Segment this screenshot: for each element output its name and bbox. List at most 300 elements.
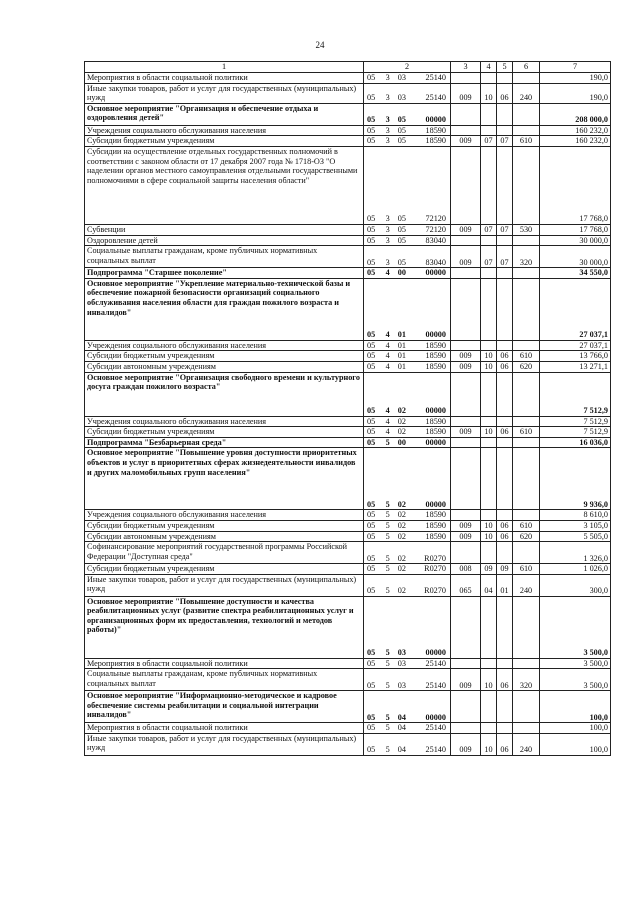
subsection-code: 06: [497, 733, 513, 755]
event-code: 05: [397, 235, 406, 245]
subprogram-code: 3: [385, 125, 390, 135]
program-code: 05: [367, 531, 376, 541]
item-name: Субвенции: [85, 224, 364, 235]
classification-code: [364, 416, 451, 427]
program-code: 05: [367, 745, 376, 755]
program-code: 05: [367, 125, 376, 135]
department-code: 065: [451, 574, 481, 596]
expense-type-code: [513, 416, 540, 427]
event-code: 02: [397, 564, 406, 574]
amount: 30 000,0: [540, 246, 611, 268]
event-code: 02: [397, 416, 406, 426]
department-code: [451, 340, 481, 351]
program-code: 05: [367, 520, 376, 530]
section-code: 07: [481, 224, 497, 235]
amount: 3 500,0: [540, 658, 611, 669]
expense-type-code: [513, 235, 540, 246]
expense-type-code: [513, 691, 540, 723]
table-row: [85, 340, 611, 351]
classification-code: [364, 235, 451, 246]
item-name: Субсидии бюджетным учреждениям: [85, 520, 364, 531]
event-code: 01: [397, 330, 406, 340]
amount: 27 037,1: [540, 278, 611, 340]
item-name: Субсидии бюджетным учреждениям: [85, 351, 364, 362]
section-code: 10: [481, 361, 497, 372]
expense-type-code: [513, 448, 540, 510]
expense-type-code: 610: [513, 520, 540, 531]
department-code: [451, 510, 481, 521]
amount: 190,0: [540, 73, 611, 84]
header-cell: 7: [540, 62, 611, 73]
subprogram-code: 5: [385, 564, 390, 574]
program-code: 05: [367, 224, 376, 234]
expense-type-code: [513, 658, 540, 669]
department-code: 009: [451, 246, 481, 268]
subsection-code: [497, 235, 513, 246]
table-row: [85, 224, 611, 235]
expense-type-code: 620: [513, 531, 540, 542]
subsection-code: 01: [497, 574, 513, 596]
subprogram-code: 5: [385, 658, 390, 668]
subsection-code: [497, 103, 513, 125]
table-row: [85, 448, 611, 510]
subprogram-code: 4: [385, 427, 390, 437]
program-code: 05: [367, 73, 376, 82]
amount: 3 105,0: [540, 520, 611, 531]
department-code: [451, 448, 481, 510]
subprogram-code: 5: [385, 510, 390, 520]
subsection-code: 06: [497, 351, 513, 362]
table-row: [85, 596, 611, 658]
subprogram-code: 3: [385, 214, 390, 224]
classification-code: [364, 125, 451, 136]
expense-type-code: 610: [513, 564, 540, 575]
item-name: Мероприятия в области социальной политики: [85, 658, 364, 669]
event-code: 04: [397, 723, 406, 733]
header-cell: 5: [497, 62, 513, 73]
subprogram-code: 5: [385, 648, 390, 658]
item-name: Иные закупки товаров, работ и услуг для государственных (муниципальных) нужд: [85, 574, 364, 596]
program-code: 05: [367, 586, 376, 596]
department-code: [451, 437, 481, 448]
table-row: [85, 574, 611, 596]
table-row: [85, 83, 611, 103]
section-code: 10: [481, 83, 497, 103]
item-name: Субсидии бюджетным учреждениям: [85, 136, 364, 147]
subsection-code: 07: [497, 246, 513, 268]
amount: 1 326,0: [540, 542, 611, 564]
amount: 30 000,0: [540, 235, 611, 246]
classification-code: [364, 83, 451, 103]
section-code: [481, 658, 497, 669]
program-code: 05: [367, 499, 376, 509]
classification-code: [364, 278, 451, 340]
subsection-code: 06: [497, 669, 513, 691]
subsection-code: 06: [497, 361, 513, 372]
department-code: [451, 235, 481, 246]
event-code: 03: [397, 648, 406, 658]
department-code: 009: [451, 136, 481, 147]
expense-type-code: 320: [513, 246, 540, 268]
table-row: [85, 416, 611, 427]
direction-code: 00000: [425, 330, 446, 340]
direction-code: 18590: [425, 361, 446, 371]
classification-code: [364, 427, 451, 438]
section-code: [481, 542, 497, 564]
subsection-code: [497, 73, 513, 84]
subprogram-code: 5: [385, 723, 390, 733]
department-code: [451, 658, 481, 669]
program-code: 05: [367, 235, 376, 245]
direction-code: 18590: [425, 136, 446, 146]
expense-type-code: [513, 103, 540, 125]
program-code: 05: [367, 214, 376, 224]
direction-code: 00000: [425, 115, 446, 125]
item-name: Иные закупки товаров, работ и услуг для государственных (муниципальных) нужд: [85, 733, 364, 755]
subprogram-code: 3: [385, 136, 390, 146]
subsection-code: 06: [497, 427, 513, 438]
event-code: 02: [397, 499, 406, 509]
table-row: [85, 268, 611, 279]
direction-code: 25140: [425, 745, 446, 755]
event-code: 03: [397, 73, 406, 82]
amount: 3 500,0: [540, 596, 611, 658]
event-code: 05: [397, 224, 406, 234]
item-name: Подпрограмма "Старшее поколение": [85, 268, 364, 279]
amount: 34 550,0: [540, 268, 611, 279]
subsection-code: [497, 691, 513, 723]
amount: 13 271,1: [540, 361, 611, 372]
amount: 7 512,9: [540, 416, 611, 427]
event-code: 00: [397, 437, 406, 447]
department-code: 009: [451, 669, 481, 691]
subprogram-code: 4: [385, 416, 390, 426]
direction-code: 83040: [425, 257, 446, 267]
classification-code: [364, 224, 451, 235]
subsection-code: [497, 125, 513, 136]
classification-code: [364, 372, 451, 416]
budget-table: [84, 61, 611, 756]
table-row: [85, 669, 611, 691]
department-code: [451, 416, 481, 427]
header-cell: 6: [513, 62, 540, 73]
table-row: [85, 437, 611, 448]
program-code: 05: [367, 361, 376, 371]
section-code: [481, 235, 497, 246]
program-code: 05: [367, 115, 376, 125]
item-name: Мероприятия в области социальной политики: [85, 723, 364, 734]
direction-code: 00000: [425, 648, 446, 658]
item-name: Основное мероприятие "Повышение доступности и качества реабилитационных услуг (развитие спектра реабилитационных услуг и организационных форм их предоставления, технологий и методов работы)": [85, 596, 364, 658]
direction-code: 72120: [425, 214, 446, 224]
department-code: [451, 372, 481, 416]
event-code: 01: [397, 340, 406, 350]
event-code: 01: [397, 351, 406, 361]
section-code: [481, 125, 497, 136]
amount: 13 766,0: [540, 351, 611, 362]
program-code: 05: [367, 712, 376, 722]
subprogram-code: 4: [385, 268, 390, 278]
expense-type-code: 240: [513, 574, 540, 596]
amount: 17 768,0: [540, 146, 611, 224]
event-code: 04: [397, 712, 406, 722]
header-cell: 4: [481, 62, 497, 73]
program-code: 05: [367, 437, 376, 447]
event-code: 05: [397, 214, 406, 224]
amount: 17 768,0: [540, 224, 611, 235]
direction-code: 25140: [425, 73, 446, 82]
classification-code: [364, 520, 451, 531]
expense-type-code: [513, 278, 540, 340]
department-code: 008: [451, 564, 481, 575]
expense-type-code: 620: [513, 361, 540, 372]
direction-code: R0270: [424, 586, 446, 596]
item-name: Учреждения социального обслуживания населения: [85, 510, 364, 521]
item-name: Субсидии автономным учреждениям: [85, 361, 364, 372]
table-row: [85, 73, 611, 84]
department-code: 009: [451, 224, 481, 235]
table-row: [85, 235, 611, 246]
table-row: [85, 520, 611, 531]
direction-code: 18590: [425, 416, 446, 426]
item-name: Софинансирование мероприятий государственной программы Российской Федерации "Доступная среда": [85, 542, 364, 564]
program-code: 05: [367, 723, 376, 733]
subsection-code: 07: [497, 224, 513, 235]
subprogram-code: 5: [385, 712, 390, 722]
direction-code: 25140: [425, 723, 446, 733]
section-code: 07: [481, 246, 497, 268]
expense-type-code: [513, 268, 540, 279]
table-row: [85, 691, 611, 723]
direction-code: 00000: [425, 268, 446, 278]
classification-code: [364, 733, 451, 755]
classification-code: [364, 531, 451, 542]
section-code: 09: [481, 564, 497, 575]
classification-code: [364, 723, 451, 734]
table-row: [85, 125, 611, 136]
section-code: [481, 146, 497, 224]
item-name: Основное мероприятие "Информационно-методическое и кадровое обеспечение системы реабилитации и социальной интеграции инвалидов": [85, 691, 364, 723]
classification-code: [364, 448, 451, 510]
amount: 5 505,0: [540, 531, 611, 542]
subsection-code: [497, 340, 513, 351]
amount: 27 037,1: [540, 340, 611, 351]
expense-type-code: [513, 437, 540, 448]
subsection-code: [497, 510, 513, 521]
event-code: 03: [397, 93, 406, 103]
event-code: 02: [397, 531, 406, 541]
subprogram-code: 5: [385, 520, 390, 530]
amount: 160 232,0: [540, 136, 611, 147]
expense-type-code: 610: [513, 427, 540, 438]
program-code: 05: [367, 351, 376, 361]
section-code: [481, 596, 497, 658]
subprogram-code: 4: [385, 340, 390, 350]
table-row: [85, 146, 611, 224]
header-cell: 1: [85, 62, 364, 73]
direction-code: 25140: [425, 93, 446, 103]
header-cell: 3: [451, 62, 481, 73]
table-row: [85, 658, 611, 669]
section-code: [481, 340, 497, 351]
program-code: 05: [367, 680, 376, 690]
expense-type-code: [513, 125, 540, 136]
section-code: [481, 437, 497, 448]
classification-code: [364, 596, 451, 658]
amount: 7 512,9: [540, 427, 611, 438]
department-code: [451, 723, 481, 734]
department-code: 009: [451, 520, 481, 531]
section-code: [481, 448, 497, 510]
department-code: [451, 73, 481, 84]
subprogram-code: 5: [385, 499, 390, 509]
item-name: Субсидии бюджетным учреждениям: [85, 427, 364, 438]
program-code: 05: [367, 93, 376, 103]
classification-code: [364, 564, 451, 575]
department-code: [451, 691, 481, 723]
program-code: 05: [367, 340, 376, 350]
department-code: [451, 268, 481, 279]
subsection-code: [497, 658, 513, 669]
amount: 8 610,0: [540, 510, 611, 521]
program-code: 05: [367, 658, 376, 668]
expense-type-code: [513, 542, 540, 564]
event-code: 02: [397, 405, 406, 415]
amount: 3 500,0: [540, 669, 611, 691]
table-row: [85, 372, 611, 416]
subsection-code: [497, 723, 513, 734]
classification-code: [364, 658, 451, 669]
department-code: [451, 146, 481, 224]
section-code: 04: [481, 574, 497, 596]
event-code: 03: [397, 658, 406, 668]
section-code: 10: [481, 351, 497, 362]
classification-code: [364, 103, 451, 125]
event-code: 02: [397, 586, 406, 596]
item-name: Социальные выплаты гражданам, кроме публичных нормативных социальных выплат: [85, 246, 364, 268]
direction-code: 18590: [425, 125, 446, 135]
table-row: [85, 733, 611, 755]
direction-code: 18590: [425, 531, 446, 541]
amount: 190,0: [540, 83, 611, 103]
subprogram-code: 3: [385, 224, 390, 234]
subprogram-code: 3: [385, 73, 390, 82]
section-code: 10: [481, 733, 497, 755]
table-row: [85, 246, 611, 268]
subprogram-code: 5: [385, 531, 390, 541]
section-code: [481, 278, 497, 340]
subsection-code: 09: [497, 564, 513, 575]
event-code: 01: [397, 361, 406, 371]
subsection-code: [497, 437, 513, 448]
expense-type-code: [513, 510, 540, 521]
expense-type-code: [513, 73, 540, 84]
subprogram-code: 4: [385, 330, 390, 340]
classification-code: [364, 268, 451, 279]
classification-code: [364, 542, 451, 564]
direction-code: 00000: [425, 405, 446, 415]
program-code: 05: [367, 257, 376, 267]
amount: 208 000,0: [540, 103, 611, 125]
subsection-code: [497, 278, 513, 340]
subprogram-code: 4: [385, 351, 390, 361]
section-code: [481, 103, 497, 125]
item-name: Учреждения социального обслуживания населения: [85, 340, 364, 351]
table-row: [85, 723, 611, 734]
subsection-code: 06: [497, 531, 513, 542]
table-row: [85, 564, 611, 575]
event-code: 04: [397, 745, 406, 755]
item-name: Социальные выплаты гражданам, кроме публичных нормативных социальных выплат: [85, 669, 364, 691]
amount: 16 036,0: [540, 437, 611, 448]
event-code: 02: [397, 510, 406, 520]
classification-code: [364, 340, 451, 351]
expense-type-code: [513, 596, 540, 658]
table-row: [85, 361, 611, 372]
direction-code: 00000: [425, 437, 446, 447]
direction-code: 18590: [425, 520, 446, 530]
subprogram-code: 4: [385, 405, 390, 415]
amount: 100,0: [540, 733, 611, 755]
classification-code: [364, 351, 451, 362]
event-code: 05: [397, 115, 406, 125]
amount: 300,0: [540, 574, 611, 596]
classification-code: [364, 146, 451, 224]
section-code: [481, 691, 497, 723]
section-code: [481, 73, 497, 84]
program-code: 05: [367, 416, 376, 426]
classification-code: [364, 437, 451, 448]
department-code: [451, 103, 481, 125]
event-code: 02: [397, 553, 406, 563]
item-name: Иные закупки товаров, работ и услуг для государственных (муниципальных) нужд: [85, 83, 364, 103]
expense-type-code: 610: [513, 351, 540, 362]
subprogram-code: 3: [385, 257, 390, 267]
subsection-code: [497, 596, 513, 658]
event-code: 05: [397, 136, 406, 146]
direction-code: 18590: [425, 351, 446, 361]
table-row: [85, 278, 611, 340]
department-code: [451, 596, 481, 658]
event-code: 00: [397, 268, 406, 278]
direction-code: 25140: [425, 658, 446, 668]
direction-code: R0270: [424, 553, 446, 563]
event-code: 05: [397, 257, 406, 267]
program-code: 05: [367, 553, 376, 563]
section-code: 10: [481, 669, 497, 691]
item-name: Основное мероприятие "Организация и обеспечение отдыха и оздоровления детей": [85, 103, 364, 125]
event-code: 05: [397, 125, 406, 135]
subsection-code: [497, 146, 513, 224]
program-code: 05: [367, 510, 376, 520]
subsection-code: 06: [497, 83, 513, 103]
event-code: 02: [397, 427, 406, 437]
item-name: Основное мероприятие "Организация свободного времени и культурного досуга граждан пожилого возраста": [85, 372, 364, 416]
subsection-code: 07: [497, 136, 513, 147]
section-code: [481, 723, 497, 734]
department-code: [451, 278, 481, 340]
amount: 9 936,0: [540, 448, 611, 510]
section-code: [481, 372, 497, 416]
program-code: 05: [367, 405, 376, 415]
event-code: 02: [397, 520, 406, 530]
amount: 100,0: [540, 691, 611, 723]
expense-type-code: 530: [513, 224, 540, 235]
subsection-code: [497, 448, 513, 510]
subsection-code: [497, 416, 513, 427]
subprogram-code: 3: [385, 235, 390, 245]
table-row: [85, 510, 611, 521]
